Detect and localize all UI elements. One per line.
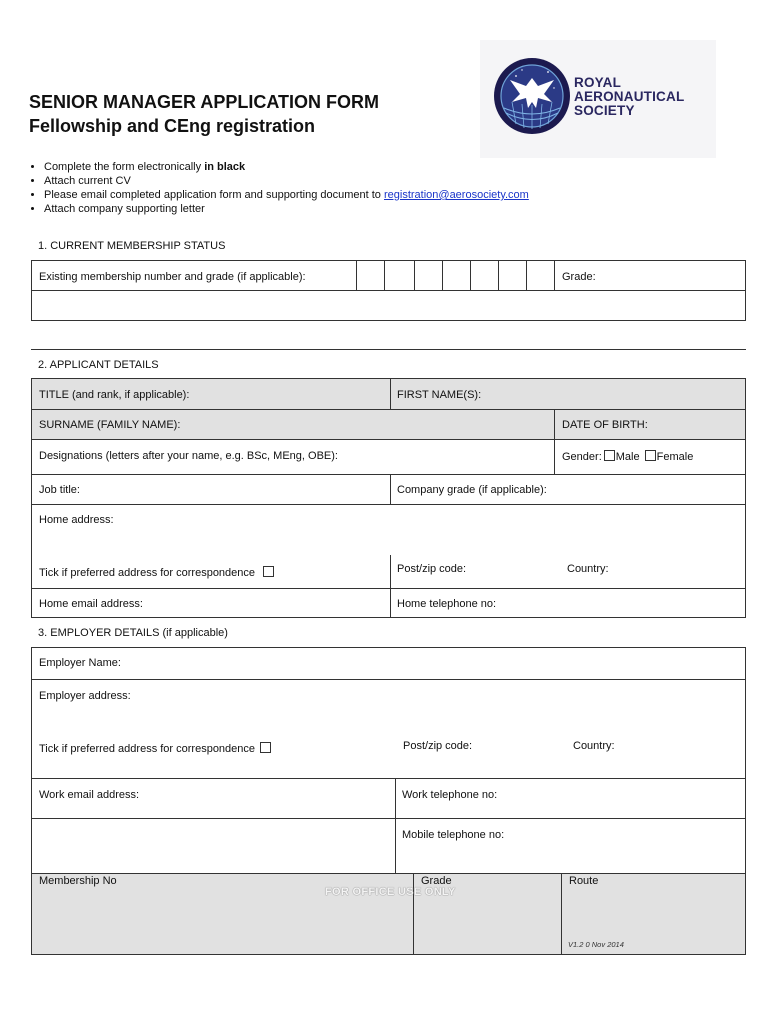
instruction-item: • Please email completed application form and supporting document to registration@aerosociety.com <box>44 188 529 202</box>
logo-line-society: SOCIETY <box>574 103 635 118</box>
raes-logo <box>480 40 716 158</box>
date-of-birth-label: DATE OF BIRTH: <box>562 419 648 431</box>
tick-label: Tick if preferred address for correspondence <box>39 567 256 579</box>
office-membership-no-label: Membership No <box>39 875 117 887</box>
office-grade-label: Grade <box>421 875 452 887</box>
office-use-watermark: FOR OFFICE USE ONLY <box>325 886 456 898</box>
gender-label: Gender: <box>562 451 602 463</box>
gender-field <box>555 450 700 464</box>
instructions-list <box>30 160 529 216</box>
section2-heading: 2. APPLICANT DETAILS <box>38 359 159 371</box>
tick-label: Tick if preferred address for correspondence <box>39 743 256 755</box>
employer-address-label: Employer address: <box>39 690 131 702</box>
eagle-emblem-icon <box>492 56 572 136</box>
home-address-label: Home address: <box>39 514 114 526</box>
female-checkbox[interactable] <box>645 450 656 461</box>
home-correspondence-checkbox[interactable] <box>263 566 274 577</box>
form-title: SENIOR MANAGER APPLICATION FORM <box>29 92 379 112</box>
employer-country-label: Country: <box>573 740 615 752</box>
home-postcode-label: Post/zip code: <box>397 563 467 575</box>
membership-notes-input[interactable] <box>32 291 745 320</box>
male-label: Male <box>615 451 640 463</box>
employer-correspondence-tick <box>32 742 279 756</box>
first-name-label: FIRST NAME(S): <box>397 389 482 401</box>
home-country-label: Country: <box>567 563 609 575</box>
job-title-label: Job title: <box>39 484 80 496</box>
logo-wordmark <box>574 76 684 118</box>
title-label: TITLE (and rank, if applicable): <box>39 389 190 401</box>
work-phone-label: Work telephone no: <box>402 789 498 801</box>
grade-label: Grade: <box>562 271 596 283</box>
instruction-item: • Complete the form electronically in black <box>44 160 529 174</box>
surname-label: SURNAME (FAMILY NAME): <box>39 419 181 431</box>
section1-heading: 1. CURRENT MEMBERSHIP STATUS <box>38 240 226 252</box>
mobile-phone-label: Mobile telephone no: <box>402 829 505 841</box>
membership-number-label: Existing membership number and grade (if applicable): <box>39 271 306 283</box>
employer-name-label: Employer Name: <box>39 657 121 669</box>
employer-postcode-label: Post/zip code: <box>403 740 473 752</box>
instruction-item: • Attach company supporting letter <box>44 202 529 216</box>
company-grade-label: Company grade (if applicable): <box>397 484 547 496</box>
employer-correspondence-checkbox[interactable] <box>260 742 271 753</box>
registration-email-link[interactable]: registration@aerosociety.com <box>383 189 529 201</box>
form-subtitle: Fellowship and CEng registration <box>29 116 316 136</box>
instruction-item: • Attach current CV <box>44 174 529 188</box>
membership-number-input[interactable] <box>357 261 554 290</box>
logo-line-royal: ROYAL <box>574 75 622 90</box>
home-correspondence-tick <box>32 566 282 580</box>
home-phone-label: Home telephone no: <box>397 598 497 610</box>
section3-heading: 3. EMPLOYER DETAILS (if applicable) <box>38 627 228 639</box>
male-checkbox[interactable] <box>604 450 615 461</box>
home-email-label: Home email address: <box>39 598 143 610</box>
female-label: Female <box>656 451 694 463</box>
version-label: V1.2 0 Nov 2014 <box>568 940 624 949</box>
work-email-label: Work email address: <box>39 789 140 801</box>
logo-line-aeronautical: AERONAUTICAL <box>574 89 685 104</box>
designations-label: Designations (letters after your name, e.g. BSc, MEng, OBE): <box>39 450 338 462</box>
office-route-label: Route <box>569 875 599 887</box>
